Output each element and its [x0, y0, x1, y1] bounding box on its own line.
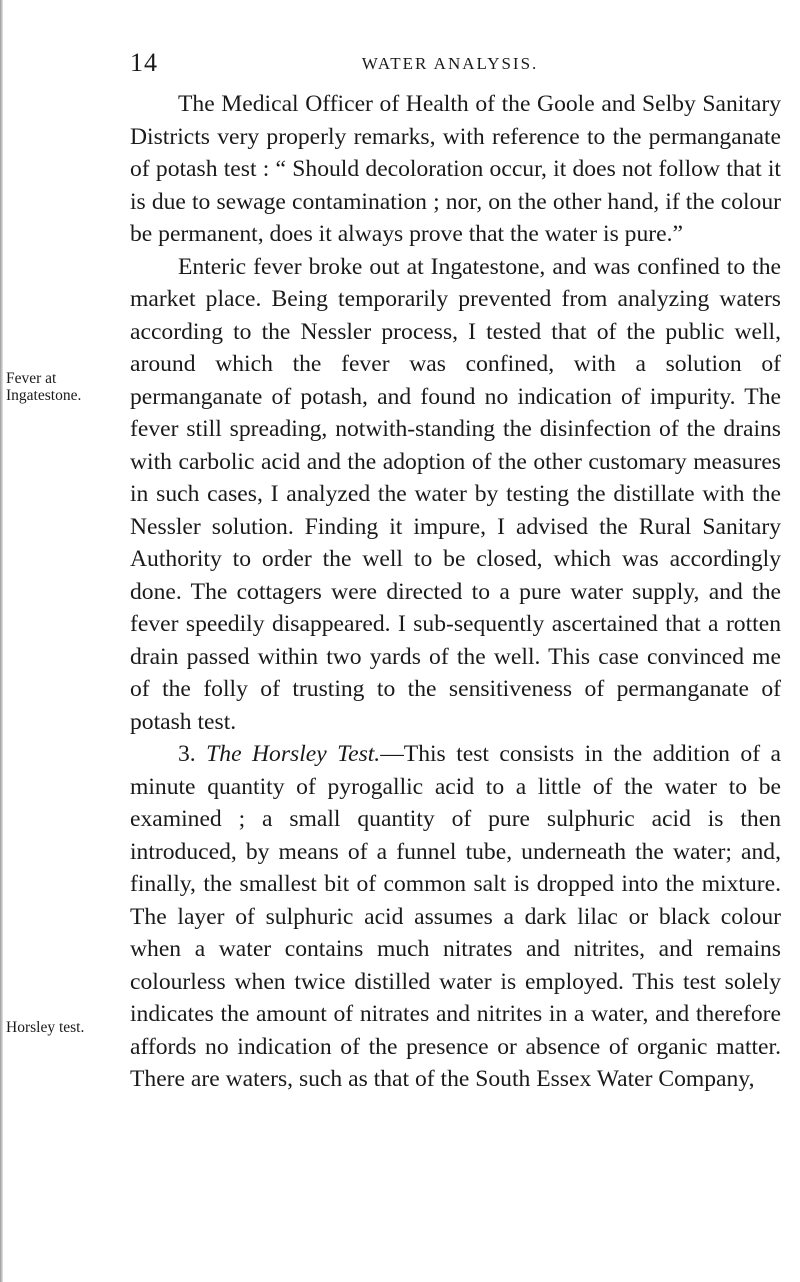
margin-note-fever: Fever at Ingatestone.: [6, 370, 82, 404]
margin-note-horsley: Horsley test.: [6, 1019, 85, 1036]
running-head: WATER ANALYSIS.: [361, 54, 539, 73]
paragraph-horsley-test: [130, 738, 781, 1096]
section-body: —This test consists in the addition of a minute quantity of pyrogallic acid to a little of the water to be examined ; a small quantity of pure sulphuric acid is then introduced, by means of a funnel tube, underneath the water; and, finally, the smallest bit of common salt is dropped into the mixture. The layer of sulphuric acid assumes a dark lilac or black colour when a water contains much nitrates and nitrites, and remains colourless when twice distilled water is employed. This test solely indicates the amount of nitrates and nitrites in a water, and therefore affords no indication of the presence or absence of organic matter. There are waters, such as that of the South Essex Water Company,: [130, 741, 781, 1092]
body-text: [130, 88, 781, 1096]
page-header: [120, 48, 780, 78]
section-number: 3.: [178, 741, 196, 767]
page-edge: [0, 0, 3, 1282]
section-title: The Horsley Test.: [206, 741, 381, 767]
paragraph-goole-selby: The Medical Officer of Health of the Goole and Selby Sanitary Districts very properly remarks, with reference to the permanganate of potash test : “ Should decoloration occur, it does not follow that it is due to sewage contamination ; nor, on the other hand, if the colour be permanent, does it always prove that the water is pure.”: [130, 91, 781, 247]
paragraph-ingatestone: Enteric fever broke out at Ingatestone, and was confined to the market place. Being temporarily prevented from analyzing waters according to the Nessler process, I tested that of the public well, around which the fever was confined, with a solution of permanganate of potash, and found no indication of impurity. The fever still spreading, notwith-standing the disinfection of the drains with carbolic acid and the adoption of the other customary measures in such cases, I analyzed the water by testing the distillate with the Nessler solution. Finding it impure, I advised the Rural Sanitary Authority to order the well to be closed, which was accordingly done. The cottagers were directed to a pure water supply, and the fever speedily disappeared. I sub-sequently ascertained that a rotten drain passed within two yards of the well. This case convinced me of the folly of trusting to the sensitiveness of permanganate of potash test.: [130, 253, 781, 735]
page-number: 14: [130, 48, 158, 77]
